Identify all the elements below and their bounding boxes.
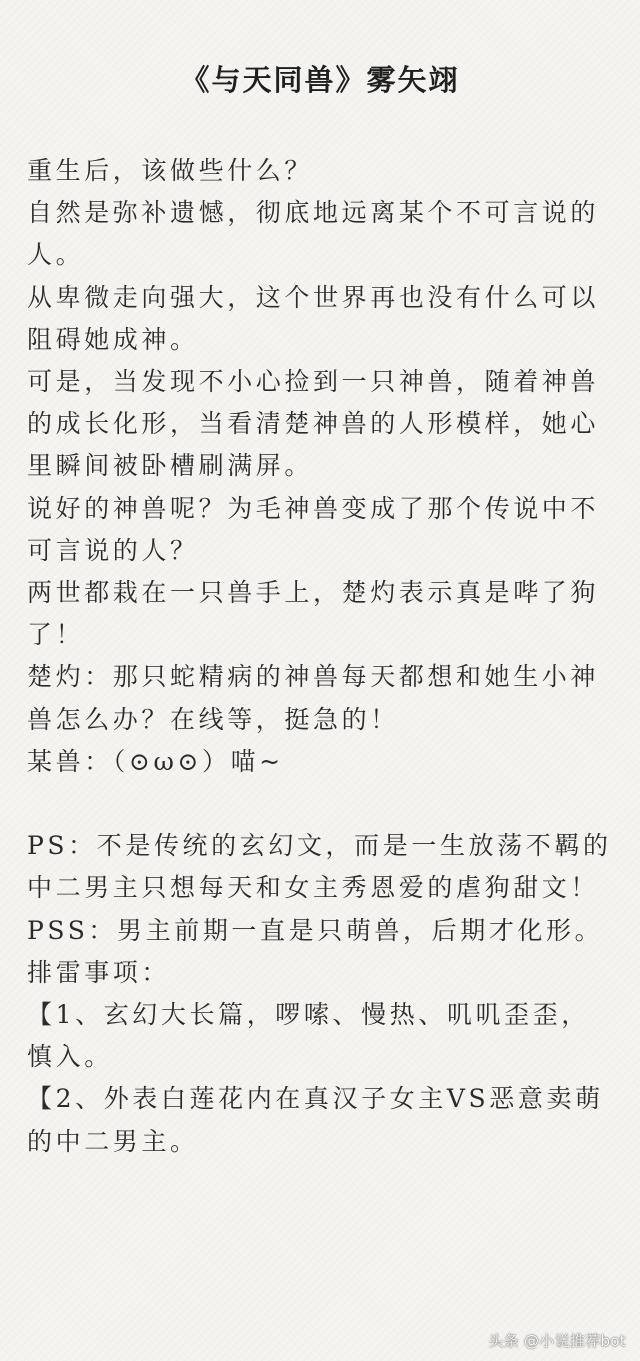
paragraph: 【1、玄幻大长篇，啰嗦、慢热、叽叽歪歪，慎入。 [27, 1000, 590, 1072]
paragraph: 说好的神兽呢？为毛神兽变成了那个传说中不可言说的人？ [27, 493, 600, 565]
paragraph: 可是，当发现不小心捡到一只神兽，随着神兽的成长化形，当看清楚神兽的人形模样，她心里瞬间被卧槽刷满屏。 [27, 367, 600, 481]
paragraph: 重生后，该做些什么？ [27, 156, 314, 185]
paragraph: 【2、外表白莲花内在真汉子女主VS恶意卖萌的中二男主。 [27, 1084, 604, 1156]
paragraph: PS：不是传统的玄幻文，而是一生放荡不羁的中二男主只想每天和女主秀恩爱的虐狗甜文！ [27, 831, 612, 903]
paragraph: 楚灼：那只蛇精病的神兽每天都想和她生小神兽怎么办？在线等，挺急的！ [27, 662, 600, 734]
paragraph: 某兽：（⊙ω⊙）喵~ [27, 746, 284, 776]
blank-line [27, 783, 617, 825]
paragraph: 排雷事项： [27, 957, 171, 987]
page-title: 《与天同兽》雾矢翊 [180, 63, 460, 97]
paragraph: 两世都栽在一只兽手上，楚灼表示真是哔了狗了！ [27, 578, 600, 650]
source-watermark: 头条 @小说推荐bot [488, 1332, 626, 1350]
synopsis-body [27, 150, 617, 1163]
paragraph: 从卑微走向强大，这个世界再也没有什么可以阻碍她成神。 [27, 282, 600, 354]
paragraph: PSS：男主前期一直是只萌兽，后期才化形。 [27, 915, 604, 945]
paragraph: 自然是弥补遗憾，彻底地远离某个不可言说的人。 [27, 198, 600, 270]
